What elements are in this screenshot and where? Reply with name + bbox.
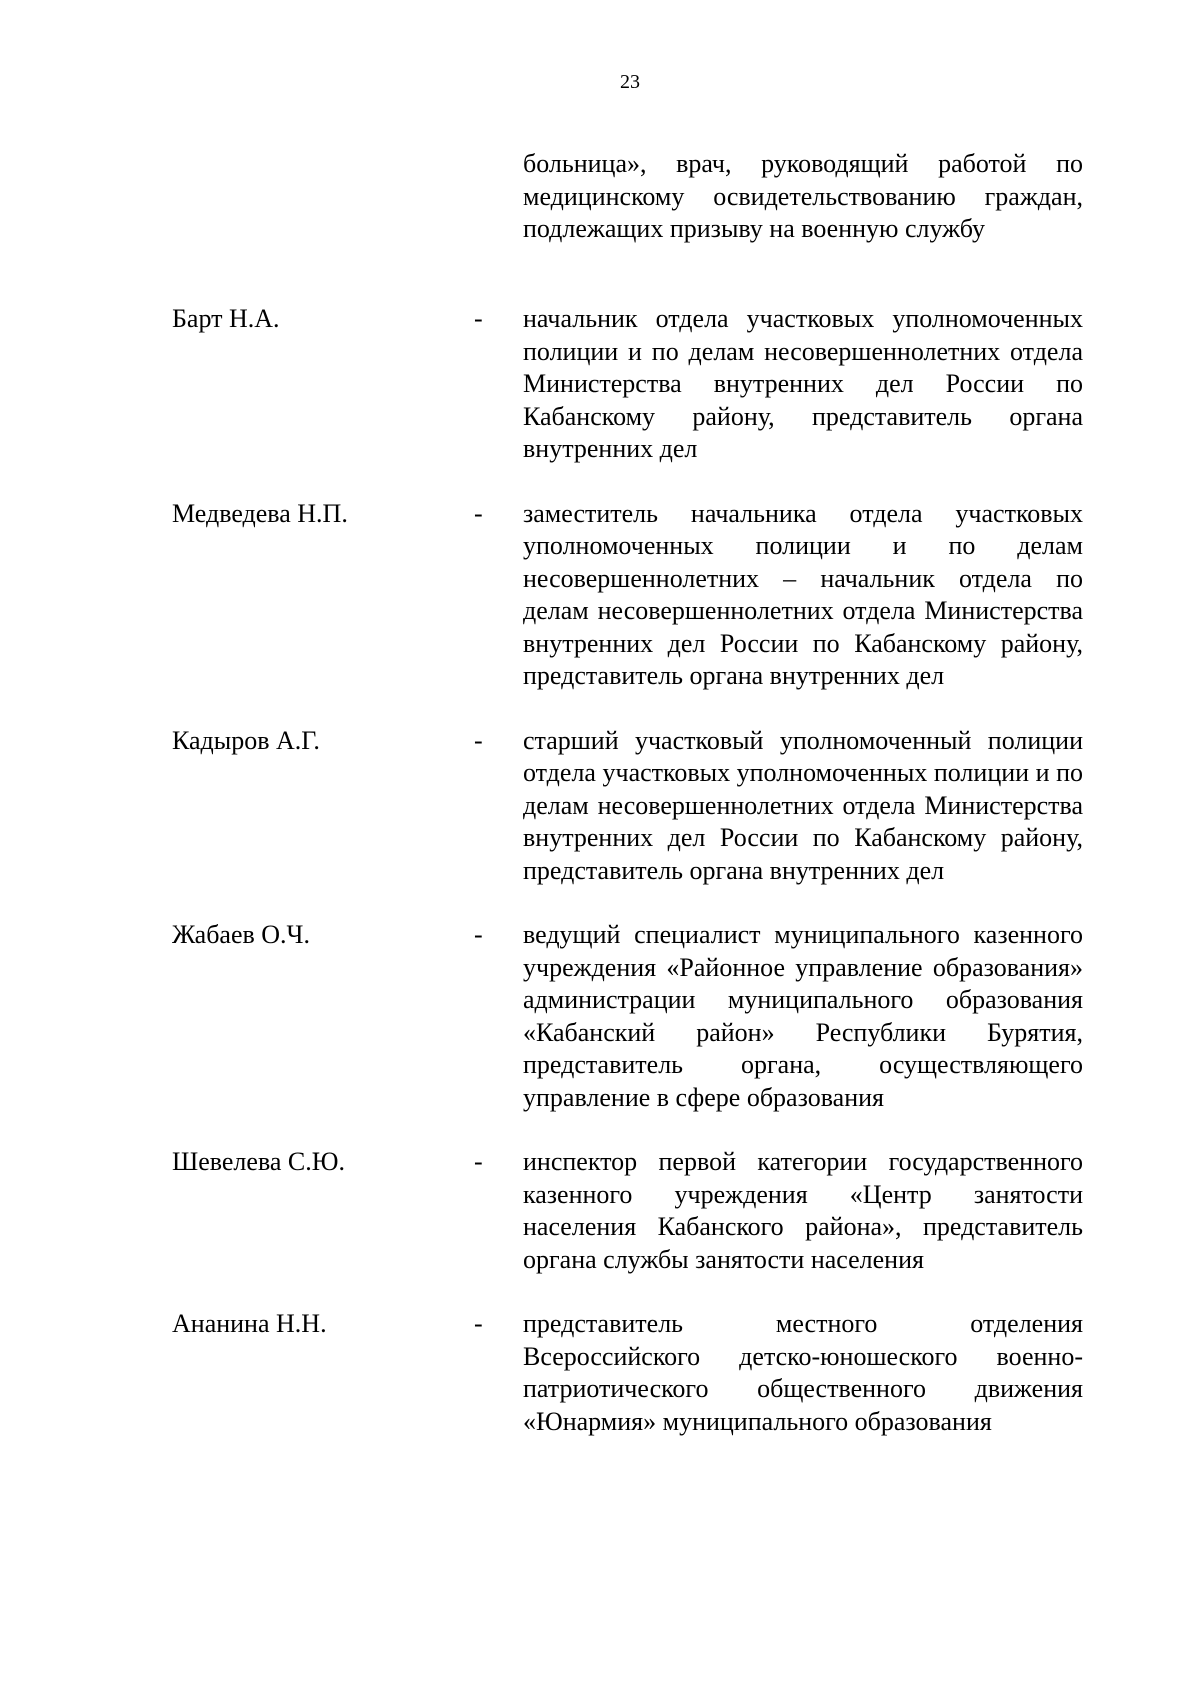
- dash-separator: -: [474, 1309, 483, 1338]
- member-entry: [0, 1146, 1200, 1276]
- continued-description: больница», врач, руководящий работой по медицинскому освидетельствованию граждан, подлежащих призыву на военную службу: [523, 149, 1083, 243]
- dash-separator: -: [474, 304, 483, 333]
- member-entry: [0, 725, 1200, 888]
- member-name: Барт Н.А.: [172, 304, 280, 333]
- dash-separator: -: [474, 920, 483, 949]
- dash-separator: -: [474, 1147, 483, 1176]
- member-position: ведущий специалист муниципального казенного учреждения «Районное управление образования» администрации муниципального образования «Кабанский район» Республики Бурятия, представитель органа, осуществляющего управление в сфере образования: [523, 920, 1083, 1112]
- dash-separator: -: [474, 725, 483, 755]
- member-list: [0, 303, 1200, 1470]
- member-name: Шевелева С.Ю.: [172, 1147, 345, 1176]
- member-position: заместитель начальника отдела участковых уполномоченных полиции и по делам несовершеннолетних – начальник отдела по делам несовершеннолетних отдела Министерства внутренних дел России по Кабанскому району, представитель органа внутренних дел: [523, 498, 1083, 690]
- member-entry: [0, 919, 1200, 1114]
- page-number: 23: [620, 71, 640, 93]
- dash-separator: -: [474, 498, 483, 528]
- member-name: Ананина Н.Н.: [172, 1309, 327, 1338]
- member-position: начальник отдела участковых уполномоченных полиции и по делам несовершеннолетних отдела Министерства внутренних дел России по Кабанскому району, представитель органа внутренних дел: [523, 304, 1083, 463]
- member-name: Жабаев О.Ч.: [172, 920, 310, 949]
- member-entry: [0, 498, 1200, 693]
- member-entry: [0, 303, 1200, 466]
- member-entry: [0, 1308, 1200, 1438]
- member-name: Медведева Н.П.: [172, 498, 348, 528]
- member-name: Кадыров А.Г.: [172, 725, 320, 755]
- member-position: инспектор первой категории государственного казенного учреждения «Центр занятости населения Кабанского района», представитель органа службы занятости населения: [523, 1147, 1083, 1274]
- member-position: представитель местного отделения Всероссийского детско-юношеского военно-патриотического общественного движения «Юнармия» муниципального образования: [523, 1309, 1083, 1436]
- member-position: старший участковый уполномоченный полиции отдела участковых уполномоченных полиции и по делам несовершеннолетних отдела Министерства внутренних дел России по Кабанскому району, представитель органа внутренних дел: [523, 725, 1083, 885]
